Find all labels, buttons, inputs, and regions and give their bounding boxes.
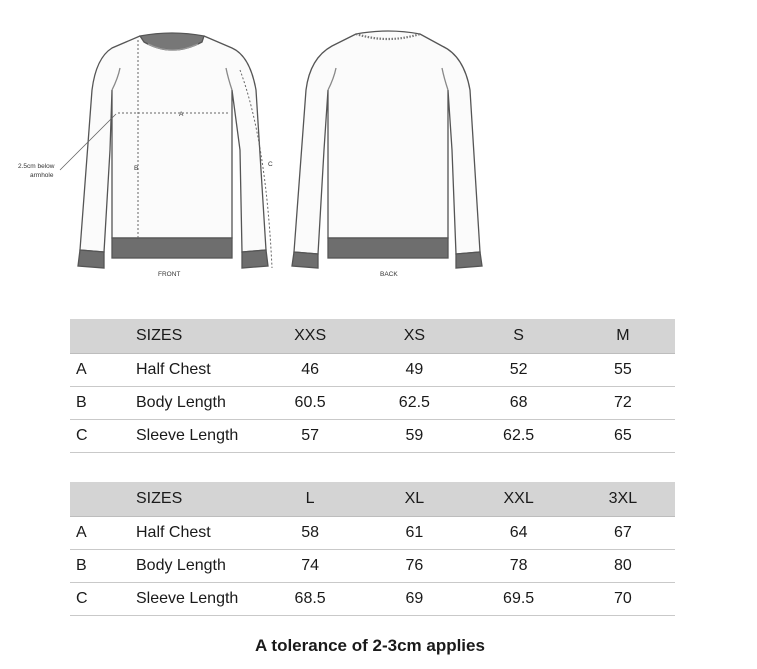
header-size-3xl: 3XL	[571, 482, 675, 517]
header-size-m: M	[571, 319, 675, 354]
table-cell: 60.5	[258, 387, 362, 420]
row-key: A	[70, 354, 128, 387]
front-label: FRONT	[158, 271, 181, 278]
header-size-xxs: XXS	[258, 319, 362, 354]
table-cell: 69	[362, 583, 466, 616]
table-row	[70, 583, 675, 616]
back-label: BACK	[380, 271, 398, 278]
header-key-cell	[70, 319, 128, 354]
row-key: C	[70, 420, 128, 453]
annotation-line2: armhole	[30, 172, 54, 179]
row-key: C	[70, 583, 128, 616]
table-cell: 59	[362, 420, 466, 453]
sweatshirt-diagram	[0, 0, 757, 300]
measure-b-label: B	[134, 165, 139, 172]
table-cell: 64	[467, 517, 571, 550]
header-size-xs: XS	[362, 319, 466, 354]
row-label: Sleeve Length	[128, 420, 258, 453]
table-cell: 46	[258, 354, 362, 387]
table-cell: 76	[362, 550, 466, 583]
row-label: Sleeve Length	[128, 583, 258, 616]
table-cell: 52	[467, 354, 571, 387]
table-cell: 65	[571, 420, 675, 453]
row-label: Half Chest	[128, 354, 258, 387]
table-cell: 62.5	[362, 387, 466, 420]
tolerance-note: A tolerance of 2-3cm applies	[255, 636, 485, 655]
row-label: Half Chest	[128, 517, 258, 550]
header-key-cell	[70, 482, 128, 517]
table-header-row	[70, 482, 675, 517]
table-cell: 68.5	[258, 583, 362, 616]
row-key: B	[70, 550, 128, 583]
front-sweatshirt-drawing	[78, 33, 268, 268]
header-sizes-label: SIZES	[128, 482, 258, 517]
table-cell: 80	[571, 550, 675, 583]
size-table-2	[70, 482, 675, 616]
annotation-line1: 2.5cm below	[18, 163, 55, 170]
table-cell: 68	[467, 387, 571, 420]
table-cell: 78	[467, 550, 571, 583]
row-label: Body Length	[128, 550, 258, 583]
table-cell: 69.5	[467, 583, 571, 616]
table-header-row	[70, 319, 675, 354]
header-sizes-label: SIZES	[128, 319, 258, 354]
table-row	[70, 517, 675, 550]
header-size-xxl: XXL	[467, 482, 571, 517]
size-table-1	[70, 319, 675, 453]
row-key: B	[70, 387, 128, 420]
header-size-s: S	[467, 319, 571, 354]
row-label: Body Length	[128, 387, 258, 420]
table-row	[70, 420, 675, 453]
table-cell: 62.5	[467, 420, 571, 453]
table-cell: 67	[571, 517, 675, 550]
table-cell: 55	[571, 354, 675, 387]
measure-c-label: C	[268, 161, 273, 168]
header-size-xl: XL	[362, 482, 466, 517]
back-sweatshirt-drawing	[292, 31, 482, 268]
table-cell: 72	[571, 387, 675, 420]
row-key: A	[70, 517, 128, 550]
table-row	[70, 354, 675, 387]
table-cell: 57	[258, 420, 362, 453]
measure-a-label: A	[179, 111, 184, 118]
table-cell: 61	[362, 517, 466, 550]
header-size-l: L	[258, 482, 362, 517]
table-cell: 58	[258, 517, 362, 550]
table-cell: 70	[571, 583, 675, 616]
table-cell: 74	[258, 550, 362, 583]
table-cell: 49	[362, 354, 466, 387]
table-row	[70, 550, 675, 583]
table-row	[70, 387, 675, 420]
